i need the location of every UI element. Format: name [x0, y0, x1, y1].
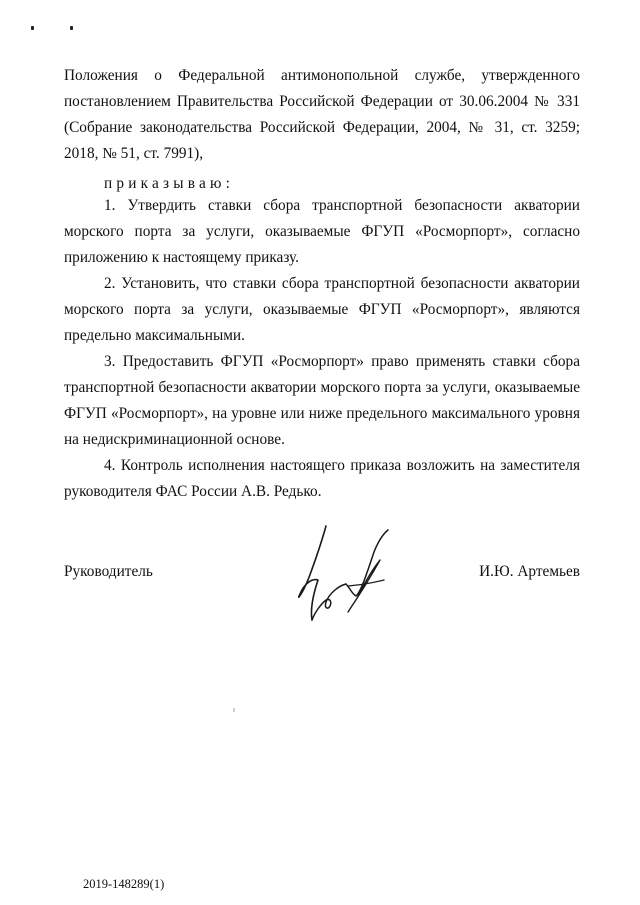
item-3-block [64, 349, 580, 453]
signatory-title: Руководитель [64, 563, 153, 580]
scan-speck [233, 708, 235, 712]
order-item-1: 1. Утвердить ставки сбора транспортной безопасности акватории морского порта за услуги, оказываемые ФГУП «Росморпорт», согласно приложению к настоящему приказу. [64, 197, 580, 266]
item-4-block [64, 453, 580, 505]
document-number: 2019-148289(1) [83, 877, 165, 891]
scan-mark [31, 26, 34, 30]
order-item-4: 4. Контроль исполнения настоящего приказа возложить на заместителя руководителя ФАС России А.В. Редько. [64, 457, 580, 500]
preamble-paragraph: Положения о Федеральной антимонопольной службе, утвержденного постановлением Правительства Российской Федерации от 30.06.2004 № 331 (Собрание законодательства Российской Федерации, 2004, № 31, ст. 3259; 2018, № 51, ст. 7991), [64, 67, 580, 162]
item-1-block [64, 193, 580, 271]
preamble-block [64, 63, 580, 167]
signatory-name: И.Ю. Артемьев [479, 563, 580, 580]
handwritten-signature [288, 522, 398, 630]
order-word: приказываю: [104, 175, 235, 192]
scan-mark [70, 26, 73, 30]
order-item-2: 2. Установить, что ставки сбора транспортной безопасности акватории морского порта за услуги, оказываемые ФГУП «Росморпорт», являются предельно максимальными. [64, 275, 580, 344]
order-item-3: 3. Предоставить ФГУП «Росморпорт» право применять ставки сбора транспортной безопасности акватории морского порта за услуги, оказываемые ФГУП «Росморпорт», на уровне или ниже предельного максимального уровня на недискриминационной основе. [64, 353, 580, 448]
item-2-block [64, 271, 580, 349]
